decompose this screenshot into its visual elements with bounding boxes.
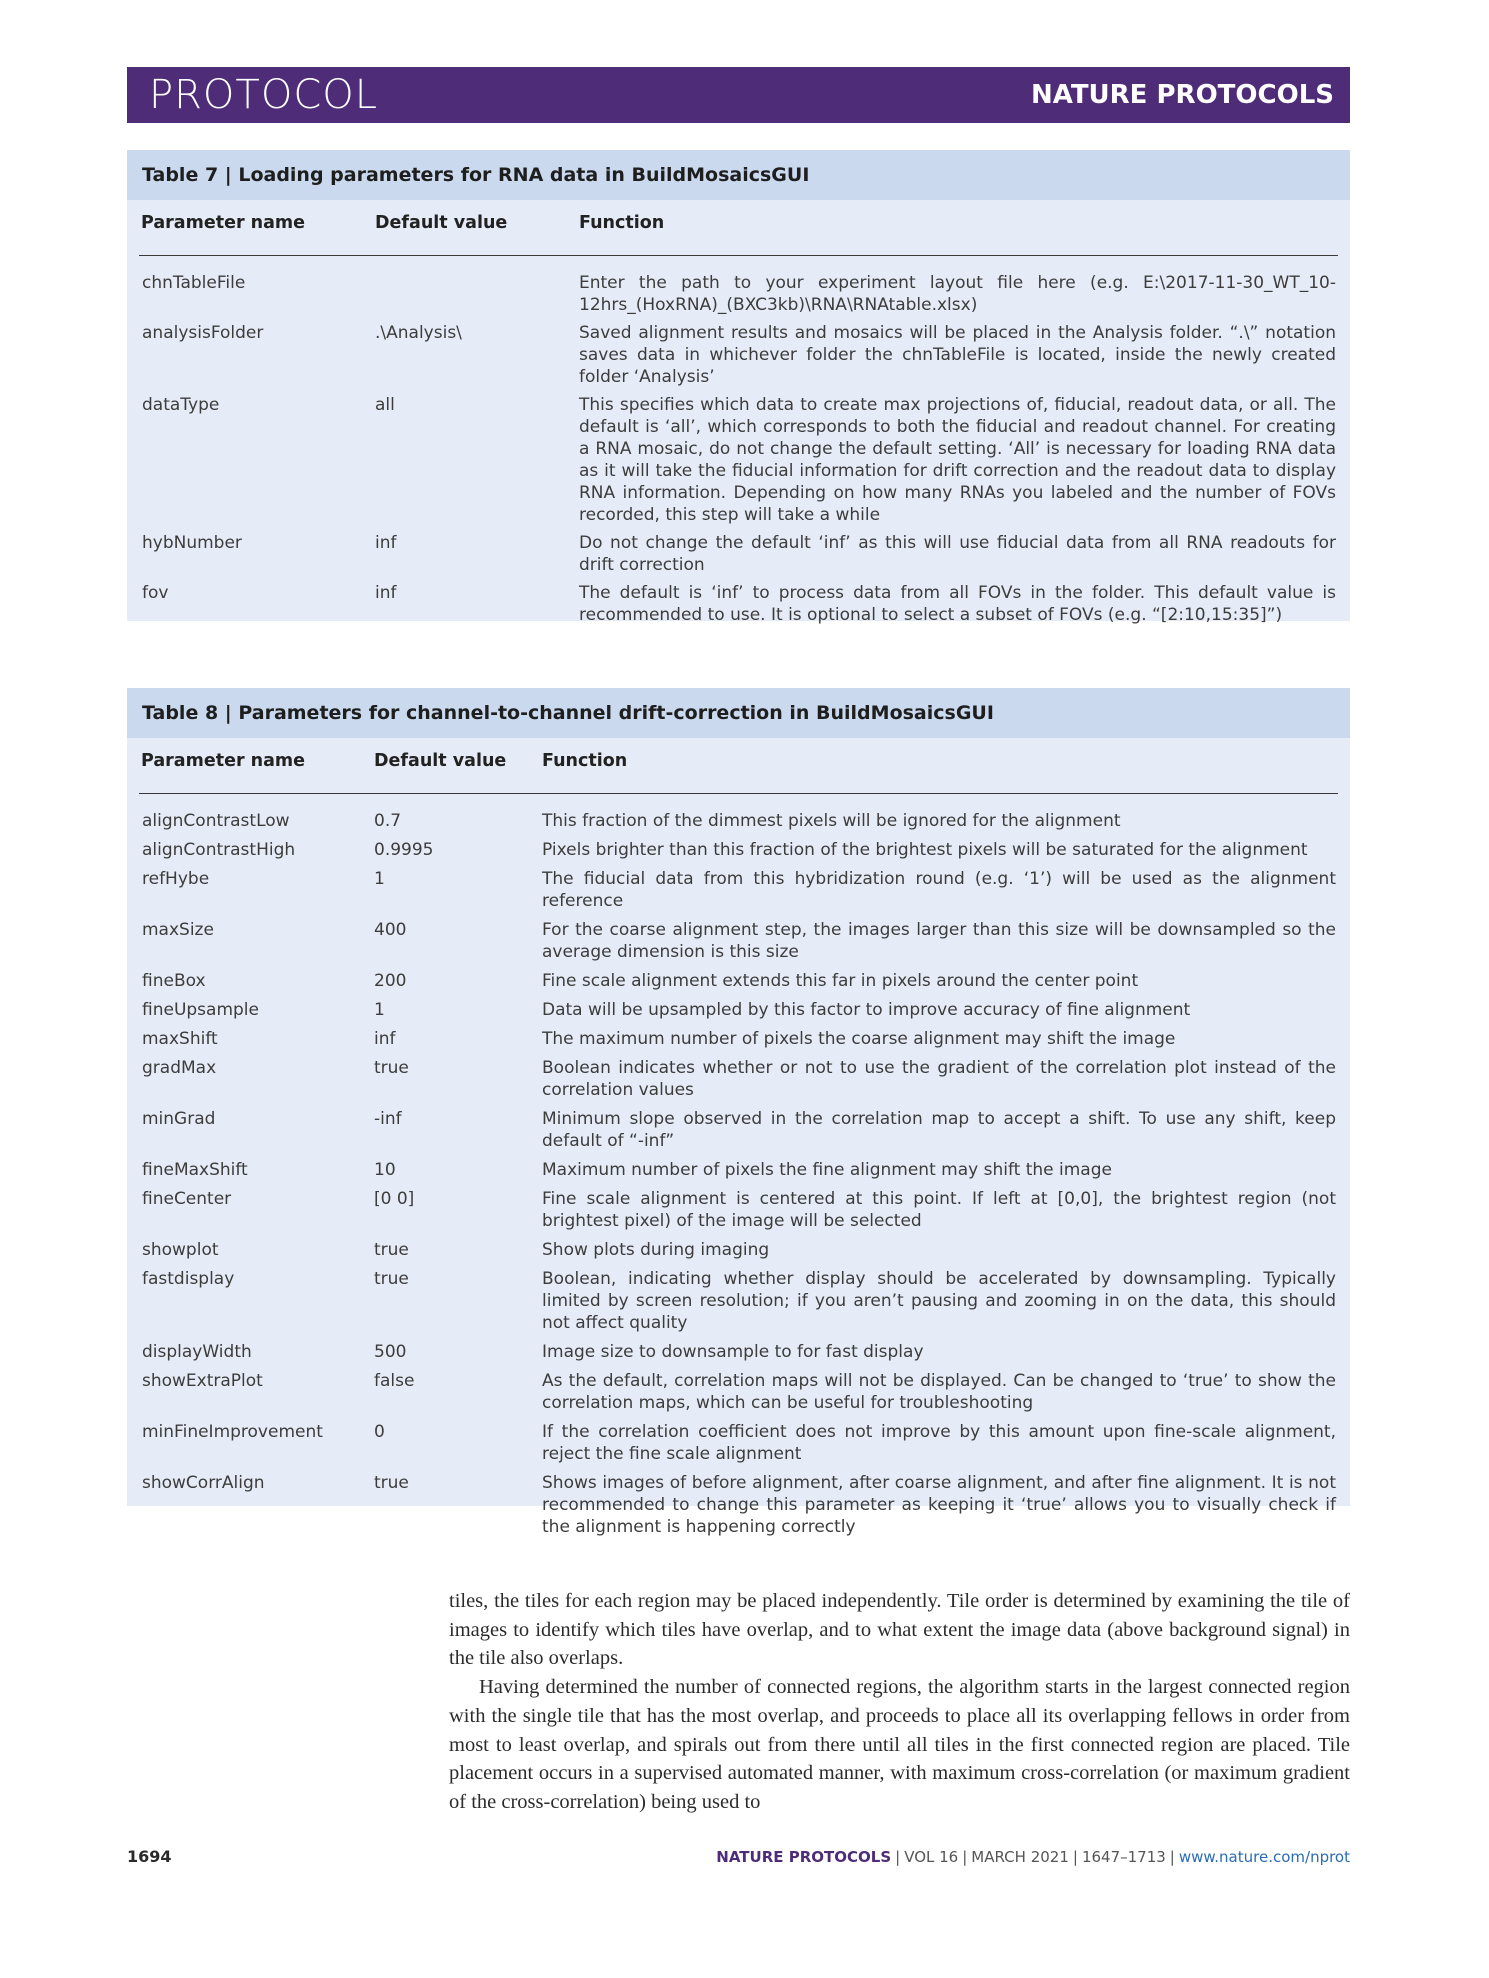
parameter-name-cell: dataType bbox=[142, 395, 220, 415]
page-number: 1694 bbox=[127, 1847, 172, 1866]
default-value-cell: true bbox=[374, 1058, 409, 1078]
default-value-cell: 0.9995 bbox=[374, 840, 434, 860]
function-cell: The maximum number of pixels the coarse alignment may shift the image bbox=[542, 1029, 1176, 1049]
parameter-name-cell: fineBox bbox=[142, 971, 206, 991]
parameter-name-cell: fineUpsample bbox=[142, 1000, 259, 1020]
default-value-cell: all bbox=[375, 395, 395, 415]
table-row bbox=[127, 1268, 1350, 1334]
table-row bbox=[127, 1057, 1350, 1101]
footer-volume: VOL 16 bbox=[904, 1848, 959, 1866]
parameter-name-cell: chnTableFile bbox=[142, 273, 246, 293]
default-value-cell: -inf bbox=[374, 1109, 402, 1129]
parameter-name-cell: showExtraPlot bbox=[142, 1371, 263, 1391]
function-cell: Boolean, indicating whether display should be accelerated by downsampling. Typically limited by screen resolution; if you aren’t pausing and zooming in on the data, this should not affect quality bbox=[542, 1269, 1336, 1333]
footer-journal: NATURE PROTOCOLS bbox=[716, 1848, 892, 1866]
parameter-name-cell: alignContrastLow bbox=[142, 811, 290, 831]
parameter-name-cell: fineCenter bbox=[142, 1189, 232, 1209]
footer-url[interactable]: www.nature.com/nprot bbox=[1178, 1848, 1350, 1866]
table-7-title: Table 7 | Loading parameters for RNA data in BuildMosaicsGUI bbox=[127, 150, 1350, 200]
default-value-cell: [0 0] bbox=[374, 1189, 415, 1209]
parameter-name-cell: fastdisplay bbox=[142, 1269, 235, 1289]
parameter-name-cell: minFineImprovement bbox=[142, 1422, 323, 1442]
table-row bbox=[127, 1159, 1350, 1181]
parameter-name-cell: maxSize bbox=[142, 920, 214, 940]
parameter-name-cell: hybNumber bbox=[142, 533, 242, 553]
table-row bbox=[127, 1028, 1350, 1050]
function-cell: The default is ‘inf’ to process data from all FOVs in the folder. This default value is recommended to use. It is optional to select a subset of FOVs (e.g. “[2:10,15:35]”) bbox=[579, 583, 1336, 625]
function-cell: Boolean indicates whether or not to use the gradient of the correlation plot instead of the correlation values bbox=[542, 1058, 1336, 1100]
table-row bbox=[127, 1108, 1350, 1152]
parameter-name-cell: displayWidth bbox=[142, 1342, 252, 1362]
function-cell: As the default, correlation maps will not be displayed. Can be changed to ‘true’ to show the correlation maps, which can be useful for troubleshooting bbox=[542, 1371, 1336, 1413]
table-row bbox=[127, 1341, 1350, 1363]
function-cell: Minimum slope observed in the correlation map to accept a shift. To use any shift, keep default of “-inf” bbox=[542, 1109, 1336, 1151]
default-value-cell: true bbox=[374, 1240, 409, 1260]
default-value-cell: inf bbox=[375, 583, 397, 603]
default-value-cell: inf bbox=[374, 1029, 396, 1049]
default-value-cell: 500 bbox=[374, 1342, 407, 1362]
function-cell: Pixels brighter than this fraction of the brightest pixels will be saturated for the alignment bbox=[542, 840, 1308, 860]
function-cell: Shows images of before alignment, after coarse alignment, and after fine alignment. It is not recommended to change this parameter as keeping it ‘true’ allows you to visually check if the alignment is happening correctly bbox=[542, 1473, 1336, 1537]
col-default-value: Default value bbox=[375, 213, 508, 233]
table-row bbox=[127, 1421, 1350, 1465]
table-row bbox=[127, 532, 1350, 576]
parameter-name-cell: maxShift bbox=[142, 1029, 218, 1049]
parameter-name-cell: showCorrAlign bbox=[142, 1473, 265, 1493]
table-row bbox=[127, 839, 1350, 861]
table-8 bbox=[127, 688, 1350, 1537]
table-row bbox=[127, 394, 1350, 526]
parameter-name-cell: fineMaxShift bbox=[142, 1160, 248, 1180]
col-parameter-name: Parameter name bbox=[141, 751, 306, 771]
function-cell: Do not change the default ‘inf’ as this will use fiducial data from all RNA readouts for drift correction bbox=[579, 533, 1336, 575]
function-cell: Fine scale alignment extends this far in pixels around the center point bbox=[542, 971, 1139, 991]
default-value-cell: 0 bbox=[374, 1422, 385, 1442]
default-value-cell: 10 bbox=[374, 1160, 396, 1180]
default-value-cell: 200 bbox=[374, 971, 407, 991]
page-header bbox=[127, 67, 1350, 123]
body-paragraph: tiles, the tiles for each region may be placed independently. Tile order is determined by examining the tile of images to identify which tiles have overlap, and to what extent the image data (above background signal) in the tile also overlaps. bbox=[449, 1590, 1350, 1670]
default-value-cell: 1 bbox=[374, 869, 385, 889]
default-value-cell: true bbox=[374, 1269, 409, 1289]
table-row bbox=[127, 868, 1350, 912]
default-value-cell: 0.7 bbox=[374, 811, 402, 831]
table-row bbox=[127, 582, 1350, 626]
parameter-name-cell: analysisFolder bbox=[142, 323, 264, 343]
function-cell: Fine scale alignment is centered at this point. If left at [0,0], the brightest region (not brightest pixel) of the image will be selected bbox=[542, 1189, 1336, 1231]
parameter-name-cell: fov bbox=[142, 583, 169, 603]
default-value-cell: inf bbox=[375, 533, 397, 553]
table-row bbox=[127, 1239, 1350, 1261]
table-row bbox=[127, 919, 1350, 963]
parameter-name-cell: refHybe bbox=[142, 869, 210, 889]
table-7-body bbox=[127, 256, 1350, 626]
function-cell: The fiducial data from this hybridization round (e.g. ‘1’) will be used as the alignment reference bbox=[542, 869, 1336, 911]
body-paragraph: Having determined the number of connected regions, the algorithm starts in the largest connected region with the single tile that has the most overlap, and proceeds to place all its overlapping fellows in order from most to least overlap, and spirals out from there until all tiles in the first connected region are placed. Tile placement occurs in a supervised automated manner, with maximum cross-correlation (or maximum gradient of the cross-correlation) being used to bbox=[449, 1676, 1350, 1813]
table-row bbox=[127, 970, 1350, 992]
col-default-value: Default value bbox=[374, 751, 507, 771]
table-7 bbox=[127, 150, 1350, 625]
table-row bbox=[127, 1188, 1350, 1232]
parameter-name-cell: showplot bbox=[142, 1240, 219, 1260]
table-row bbox=[127, 999, 1350, 1021]
table-8-body bbox=[127, 794, 1350, 1538]
table-row bbox=[127, 322, 1350, 388]
default-value-cell: 1 bbox=[374, 1000, 385, 1020]
function-cell: For the coarse alignment step, the images larger than this size will be downsampled so the average dimension is this size bbox=[542, 920, 1336, 962]
body-text bbox=[449, 1587, 1350, 1817]
default-value-cell: true bbox=[374, 1473, 409, 1493]
footer-pages: 1647–1713 bbox=[1081, 1848, 1166, 1866]
default-value-cell: false bbox=[374, 1371, 415, 1391]
table-row bbox=[127, 1472, 1350, 1538]
function-cell: Data will be upsampled by this factor to improve accuracy of fine alignment bbox=[542, 1000, 1191, 1020]
parameter-name-cell: minGrad bbox=[142, 1109, 216, 1129]
col-parameter-name: Parameter name bbox=[141, 213, 306, 233]
table-8-title: Table 8 | Parameters for channel-to-channel drift-correction in BuildMosaicsGUI bbox=[127, 688, 1350, 738]
col-function: Function bbox=[542, 751, 628, 771]
function-cell: Enter the path to your experiment layout file here (e.g. E:\2017-11-30_WT_10-12hrs_(HoxRNA)_(BXC3kb)\RNA\RNAtable.xlsx) bbox=[579, 273, 1336, 315]
default-value-cell: .\Analysis\ bbox=[375, 323, 462, 343]
function-cell: Saved alignment results and mosaics will be placed in the Analysis folder. “.\” notation saves data in whichever folder the chnTableFile is located, inside the newly created folder ‘Analysis’ bbox=[579, 323, 1336, 387]
function-cell: This specifies which data to create max projections of, fiducial, readout data, or all. The default is ‘all’, which corresponds to both the fiducial and readout channel. For creating a RNA mosaic, do not change the default setting. ‘All’ is necessary for loading RNA data as it will take the fiducial information for drift correction and the readout data to display RNA information. Depending on how many RNAs you labeled and the number of FOVs recorded, this step will take a while bbox=[579, 395, 1336, 525]
table-row bbox=[127, 1370, 1350, 1414]
col-function: Function bbox=[579, 213, 665, 233]
function-cell: This fraction of the dimmest pixels will be ignored for the alignment bbox=[542, 811, 1121, 831]
footer-date: MARCH 2021 bbox=[971, 1848, 1069, 1866]
table-row bbox=[127, 272, 1350, 316]
journal-name: NATURE PROTOCOLS bbox=[1030, 80, 1334, 110]
function-cell: Maximum number of pixels the fine alignment may shift the image bbox=[542, 1160, 1112, 1180]
default-value-cell: 400 bbox=[374, 920, 407, 940]
section-label: PROTOCOL bbox=[149, 72, 379, 118]
table-8-header bbox=[139, 738, 1338, 794]
function-cell: If the correlation coefficient does not improve by this amount upon fine-scale alignment, reject the fine scale alignment bbox=[542, 1422, 1336, 1464]
function-cell: Image size to downsample to for fast display bbox=[542, 1342, 924, 1362]
table-row bbox=[127, 810, 1350, 832]
footer-citation: NATURE PROTOCOLS | VOL 16 | MARCH 2021 | 1647–1713 | www.nature.com/nprot bbox=[716, 1848, 1350, 1866]
parameter-name-cell: gradMax bbox=[142, 1058, 217, 1078]
parameter-name-cell: alignContrastHigh bbox=[142, 840, 296, 860]
table-7-header bbox=[139, 200, 1338, 256]
function-cell: Show plots during imaging bbox=[542, 1240, 770, 1260]
